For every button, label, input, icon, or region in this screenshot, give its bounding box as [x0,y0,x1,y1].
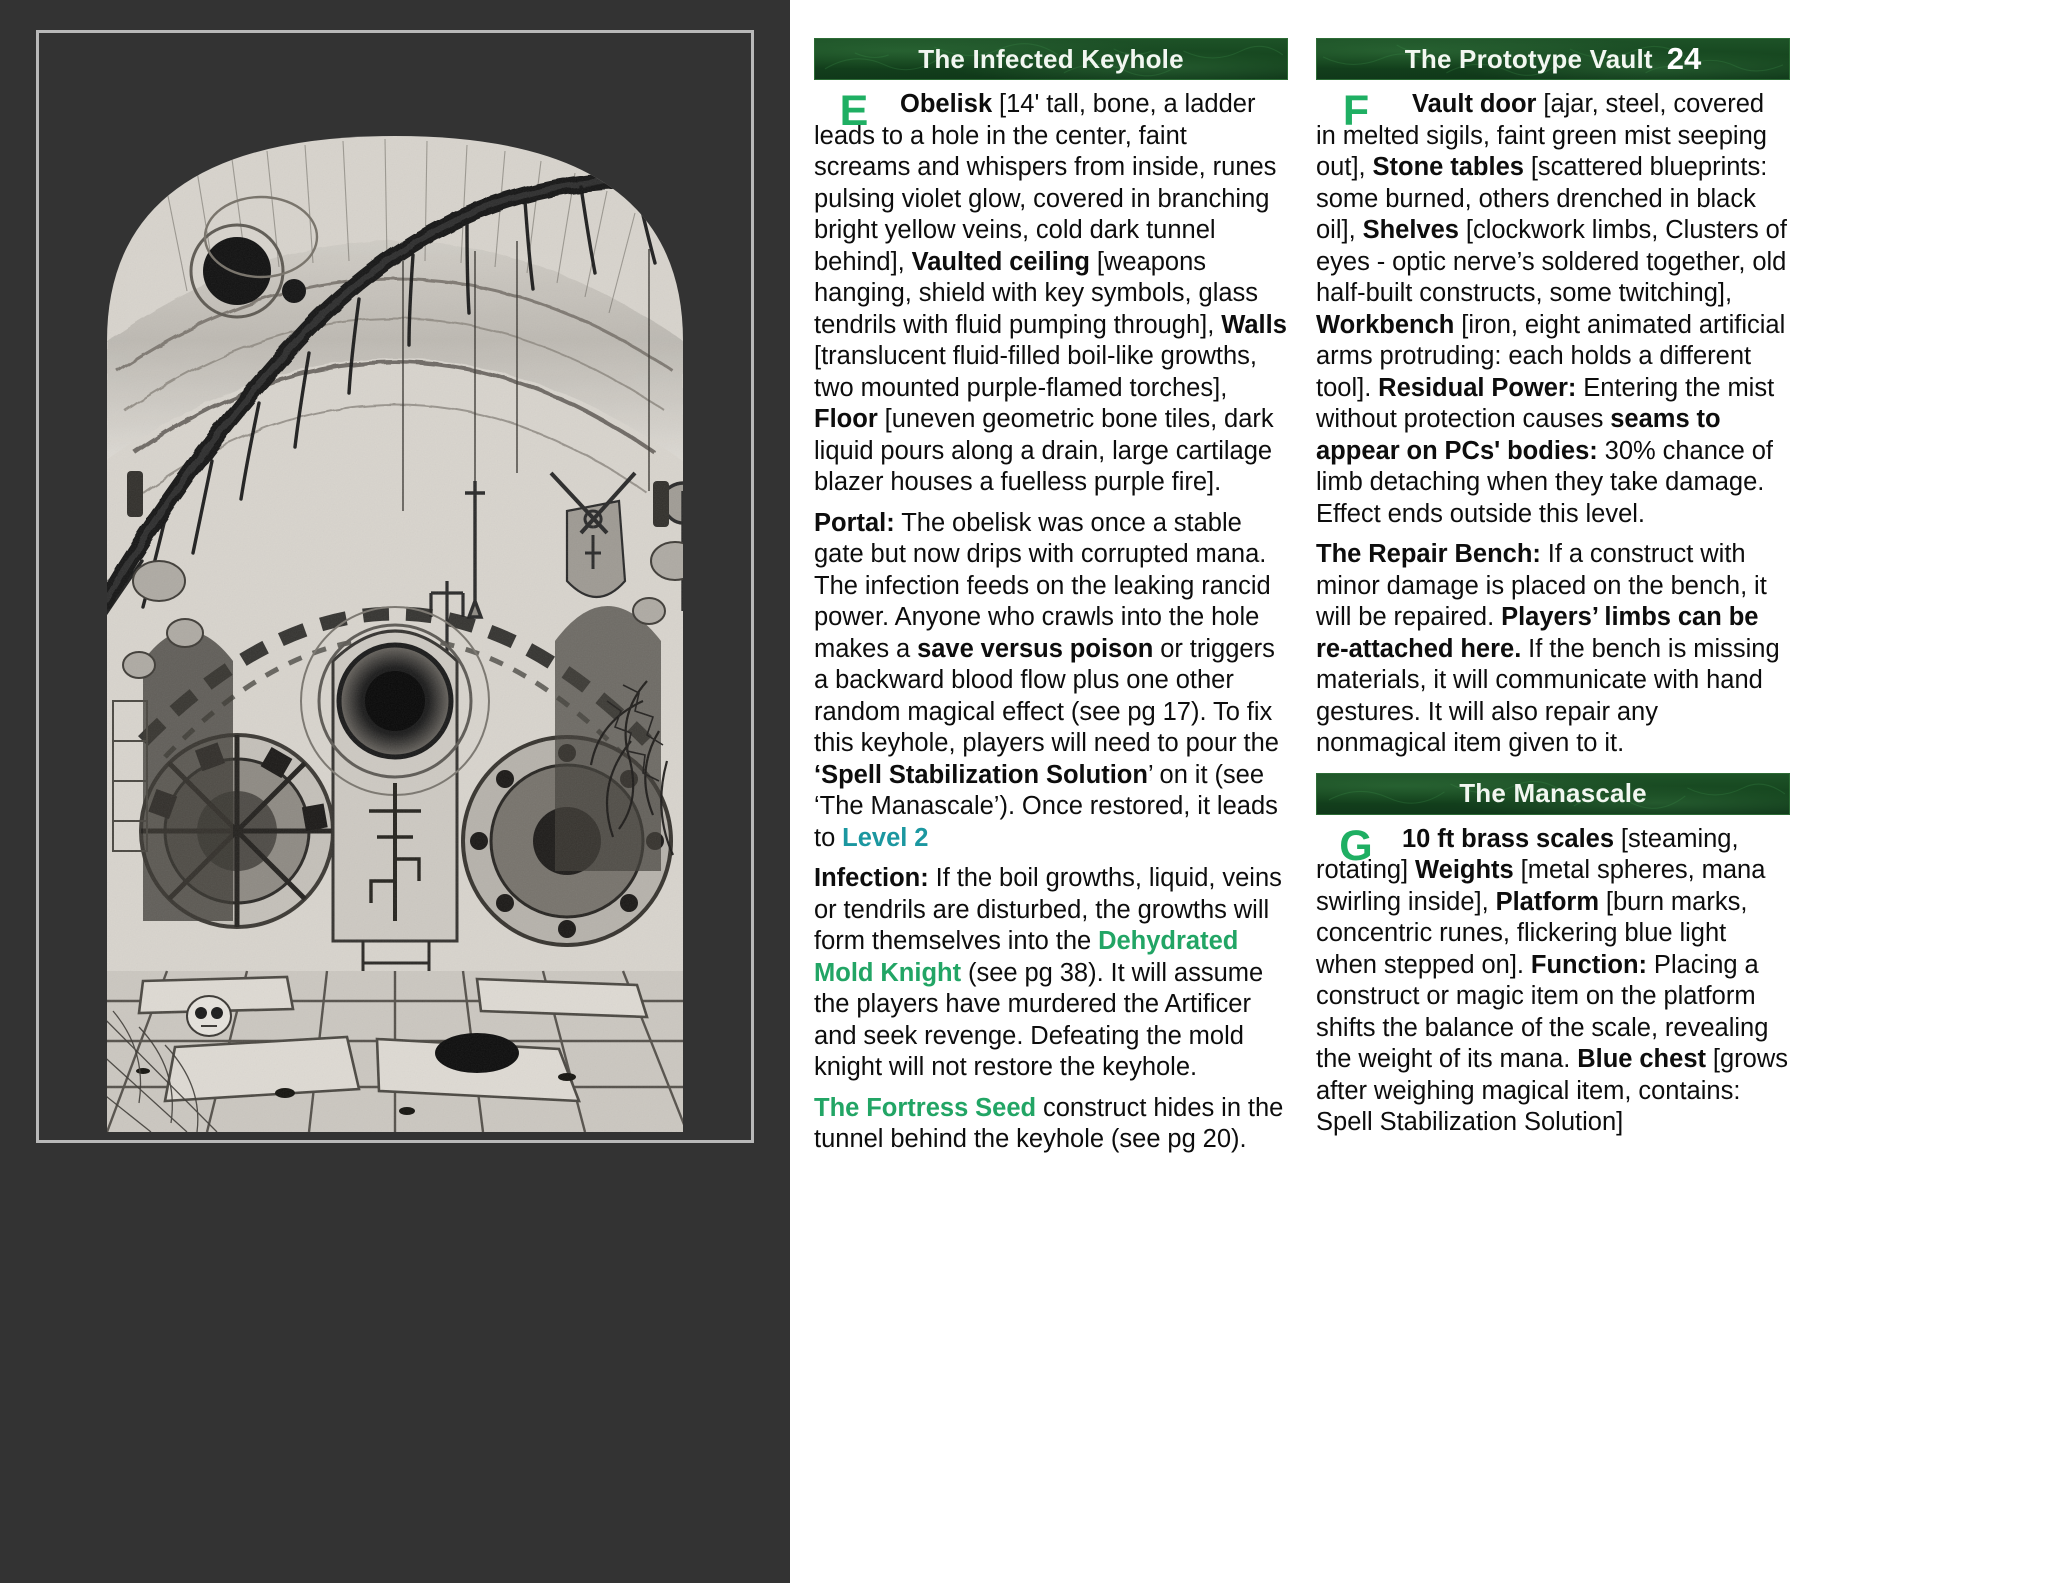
emphasis-text: Floor [814,405,878,433]
emphasis-text: Shelves [1362,216,1459,244]
paragraph [1316,539,1790,760]
body-text: [burn marks, concentric runes, flickering blue light when stepped on]. [1316,887,1748,979]
paragraph [814,1093,1288,1156]
body-text: [14' tall, bone, a ladder leads to a hole in the center, faint screams and whispers from inside, runes pulsing violet glow, covered in branching bright yellow veins, cold dark tunnel behind], [814,90,1277,276]
body-text: Placing a construct or magic item on the platform shifts the balance of the scale, revealing the weight of its mana. [1316,950,1769,1073]
body-text: or triggers a backward blood flow plus one other random magical effect (see pg 17). To fix this keyhole, players will need to pour the [814,634,1279,757]
emphasis-text: Residual Power: [1378,373,1577,402]
link-text: Dehydrated Mold Knight [814,927,1239,987]
entry-marker-G: G [1339,821,1373,870]
illustration-panel [0,0,790,1583]
body-text: Entering the mist without protection causes [1316,373,1775,433]
body-text: [ajar, steel, covered in melted sigils, faint green mist seeping out], [1316,90,1767,181]
body-text: [steaming, rotating] [1316,824,1739,884]
text-columns [790,0,2048,1583]
paragraph [814,508,1288,855]
entry-body-G [1316,821,1790,1139]
emphasis-text: Weights [1415,856,1514,884]
body-text: construct hides in the tunnel behind the keyhole (see pg 20). [814,1093,1284,1153]
entry-body-F [1316,89,1790,760]
column-infected-keyhole [814,38,1288,1583]
illustration-image [47,41,743,1132]
entry-marker-F: F [1342,87,1370,135]
entry-marker-E: E [839,87,869,135]
emphasis-text: Blue chest [1577,1045,1706,1073]
body-text: ’ on it (see ‘The Manascale’). Once restored, it leads to [814,760,1278,852]
body-text: [metal spheres, mana swirling inside], [1316,856,1766,916]
paragraph [1316,89,1790,530]
body-text: [translucent fluid-filled boil-like growths, two mounted purple-flamed torches], [814,342,1258,402]
emphasis-text: ‘Spell Stabilization Solution [814,760,1148,789]
body-text: The obelisk was once a stable gate but now drips with corrupted mana. The infection feeds on the leaking rancid power. Anyone who crawls into the hole makes a [814,508,1271,663]
section-title: The Infected Keyhole [918,43,1184,74]
level-link-text: Level 2 [842,823,929,852]
body-text: If a construct with minor damage is placed on the bench, it will be repaired. [1316,540,1767,631]
body-text: [uneven geometric bone tiles, dark liquid pours along a drain, large cartilage blazer houses a fuelless purple fire]. [814,405,1274,496]
emphasis-text: Stone tables [1372,153,1524,181]
emphasis-text: 10 ft brass scales [1402,824,1615,853]
entry-G [1316,821,1790,1139]
body-text: [clockwork limbs, Clusters of eyes - optic nerve’s soldered together, old half-built constructs, some twitching], [1316,216,1787,307]
body-text: (see pg 38). It will assume the players have murdered the Artificer and seek revenge. Defeating the mold knight will not restore the keyhole. [814,958,1264,1081]
body-text: [iron, eight animated artificial arms protruding: each holds a different tool]. [1316,310,1786,402]
page-number: 24 [1666,41,1702,76]
paragraph [1316,821,1790,1139]
emphasis-text: Infection: [814,864,929,892]
link-text: The Fortress Seed [814,1093,1037,1122]
section-title: The Prototype Vault [1404,43,1653,74]
body-text: If the bench is missing materials, it will communicate with hand gestures. It will also repair any nonmagical item given to it. [1316,634,1780,757]
emphasis-text: Obelisk [900,90,993,118]
emphasis-text: seams to appear on PCs' bodies: [1316,405,1721,465]
body-text: 30% chance of limb detaching when they take damage. Effect ends outside this level. [1316,436,1773,528]
paragraph [814,89,1288,499]
emphasis-text: Workbench [1316,310,1455,339]
section-header-manascale [1316,773,1790,815]
emphasis-text: Portal: [814,508,895,537]
entry-F [1316,89,1790,760]
section-header-prototype-vault [1316,38,1790,80]
column-prototype-vault [1316,38,1790,1583]
paragraph [814,863,1288,1084]
emphasis-text: The Repair Bench: [1316,540,1541,568]
emphasis-text: Platform [1495,887,1600,916]
emphasis-text: Players’ limbs can be re-attached here. [1316,603,1759,663]
body-text: If the boil growths, liquid, veins or tendrils are disturbed, the growths will form themselves into the [814,864,1282,955]
emphasis-text: save versus poison [917,634,1154,663]
body-text: [weapons hanging, shield with key symbols, glass tendrils with fluid pumping through], [814,247,1259,339]
body-text: [scattered blueprints: some burned, others drenched in black oil], [1316,153,1768,244]
body-text: [grows after weighing magical item, contains: Spell Stabilization Solution] [1316,1045,1788,1136]
emphasis-text: Function: [1530,950,1648,979]
section-header-infected-keyhole [814,38,1288,80]
entry-body-E [814,89,1288,1156]
emphasis-text: Vault door [1412,90,1537,118]
emphasis-text: Vaulted ceiling [911,247,1090,276]
entry-E [814,89,1288,1156]
section-title: The Manascale [1459,778,1647,808]
emphasis-text: Walls [1221,310,1287,339]
